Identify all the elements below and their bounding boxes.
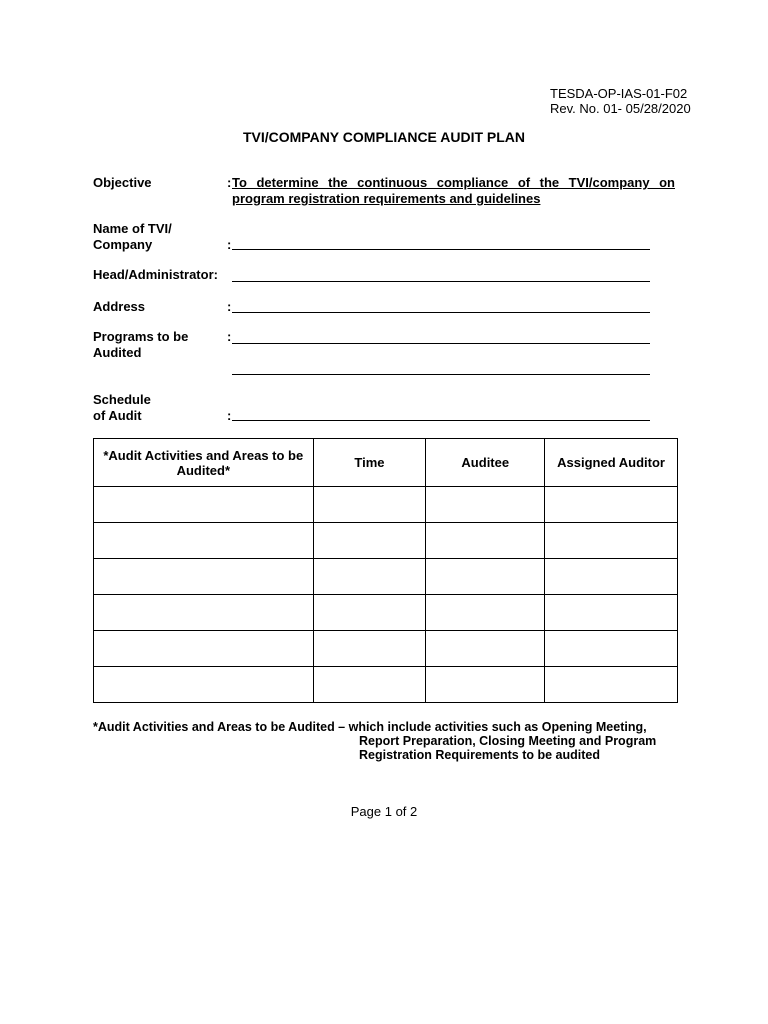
header-auditee: Auditee <box>426 439 545 487</box>
table-cell[interactable] <box>545 559 678 595</box>
page-number: Page 1 of 2 <box>350 804 418 819</box>
table-cell[interactable] <box>313 487 426 523</box>
table-cell[interactable] <box>313 559 426 595</box>
table-cell[interactable] <box>426 523 545 559</box>
table-cell[interactable] <box>94 559 314 595</box>
table-cell[interactable] <box>426 595 545 631</box>
name-of-tvi-label: Name of TVI/ Company <box>93 221 172 252</box>
table-cell[interactable] <box>545 667 678 703</box>
table-row <box>94 523 678 559</box>
schedule-label: Schedule of Audit <box>93 392 151 423</box>
name-colon: : <box>227 237 232 252</box>
header-assigned-auditor: Assigned Auditor <box>545 439 678 487</box>
table-cell[interactable] <box>313 631 426 667</box>
table-cell[interactable] <box>426 667 545 703</box>
table-cell[interactable] <box>426 631 545 667</box>
table-row <box>94 595 678 631</box>
table-cell[interactable] <box>94 667 314 703</box>
page-title: TVI/COMPANY COMPLIANCE AUDIT PLAN <box>242 129 526 145</box>
table-row <box>94 559 678 595</box>
name-of-tvi-field[interactable] <box>232 249 650 250</box>
table-row <box>94 487 678 523</box>
address-colon: : <box>227 299 232 314</box>
revision-number: Rev. No. 01- 05/28/2020 <box>550 101 691 116</box>
header-time: Time <box>313 439 426 487</box>
table-cell[interactable] <box>313 523 426 559</box>
table-cell[interactable] <box>426 559 545 595</box>
document-reference <box>550 86 691 116</box>
audit-table <box>93 438 678 703</box>
footnote-line-3: Registration Requirements to be audited <box>359 748 601 762</box>
table-cell[interactable] <box>545 523 678 559</box>
table-cell[interactable] <box>545 595 678 631</box>
programs-field-2[interactable] <box>232 374 650 375</box>
table-cell[interactable] <box>94 523 314 559</box>
document-code: TESDA-OP-IAS-01-F02 <box>550 86 688 101</box>
address-field[interactable] <box>232 312 650 313</box>
table-cell[interactable] <box>545 631 678 667</box>
table-cell[interactable] <box>545 487 678 523</box>
table-cell[interactable] <box>94 487 314 523</box>
table-cell[interactable] <box>313 595 426 631</box>
footnote-line-1: *Audit Activities and Areas to be Audited – which include activities such as Opening Meeting, <box>93 720 647 734</box>
programs-field-1[interactable] <box>232 343 650 344</box>
table-cell[interactable] <box>426 487 545 523</box>
programs-label: Programs to be Audited <box>93 329 189 360</box>
table-cell[interactable] <box>313 667 426 703</box>
header-audit-activities: *Audit Activities and Areas to be Audited* <box>94 439 314 487</box>
objective-text: To determine the continuous compliance of the TVI/company on program registration requirements and guidelines <box>232 175 675 206</box>
address-label: Address <box>93 299 146 314</box>
table-header-row <box>94 439 678 487</box>
objective-colon: : <box>227 175 232 190</box>
programs-colon: : <box>227 329 232 344</box>
schedule-field[interactable] <box>232 420 650 421</box>
footnote-line-2: Report Preparation, Closing Meeting and Program <box>359 734 657 748</box>
table-row <box>94 667 678 703</box>
table-cell[interactable] <box>94 631 314 667</box>
head-administrator-label: Head/Administrator: <box>93 267 218 282</box>
schedule-colon: : <box>227 408 232 423</box>
table-row <box>94 631 678 667</box>
table-cell[interactable] <box>94 595 314 631</box>
objective-label: Objective <box>93 175 152 190</box>
head-administrator-field[interactable] <box>232 281 650 282</box>
